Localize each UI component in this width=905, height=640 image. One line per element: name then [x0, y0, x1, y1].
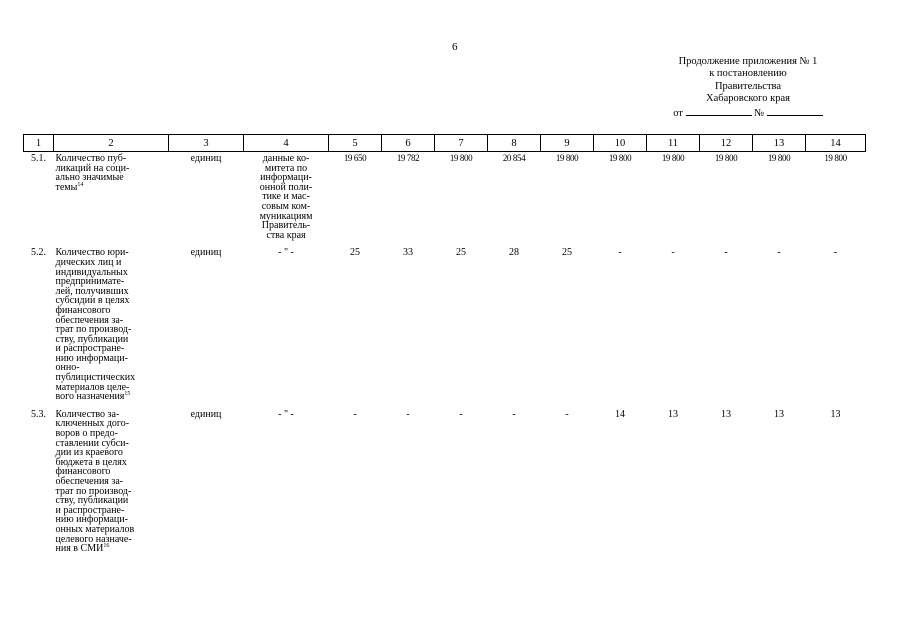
column-header: 14	[806, 135, 866, 152]
value-cell: -	[724, 247, 728, 259]
value-cell: 14	[615, 408, 625, 420]
value-cell: -	[406, 408, 410, 420]
appendix-line: к постановлению	[709, 68, 787, 80]
value-cell: 13	[668, 408, 678, 420]
footnote-ref: 16	[103, 543, 110, 550]
indicator-name: Количество за- ключенных дого- воров о предо- ставлении субси- дии из краевого бюджета в целях финансового обеспечения за- трат по производ- ству, публикации и распростране- нию информаци- онных материалов целевого назначе- ния в СМИ	[55, 408, 135, 555]
value-cell: -	[777, 247, 781, 259]
data-source: - " -	[278, 247, 294, 259]
indicator-name-cell	[54, 246, 169, 408]
column-header: 12	[700, 135, 753, 152]
column-header: 7	[435, 135, 488, 152]
value-cell: 33	[403, 247, 413, 259]
value-cell: 19 800	[449, 153, 473, 163]
date-prefix: от	[673, 107, 683, 119]
appendix-line: Продолжение приложения № 1	[678, 56, 818, 67]
appendix-date-line	[636, 106, 860, 120]
value-cell: 19 782	[396, 153, 420, 163]
value-cell: 19 800	[767, 153, 791, 163]
value-cell: -	[565, 408, 569, 420]
page-number: 6	[452, 41, 458, 53]
value-cell: 20 854	[502, 153, 526, 163]
value-cell: -	[833, 247, 838, 259]
value-cell: -	[618, 247, 622, 259]
number-sign: №	[754, 107, 765, 119]
value-cell: -	[512, 408, 516, 420]
table-row	[24, 246, 866, 408]
value-cell: 13	[721, 408, 731, 420]
value-cell: -	[671, 247, 675, 259]
column-header: 10	[594, 135, 647, 152]
value-cell: 13	[830, 408, 841, 420]
unit: единиц	[190, 408, 222, 420]
indicator-name: Количество юри- дических лиц и индивидуальных предпринимате- лей, получивших субсидии в целях финансового обеспечения за- трат по производ- ству, публикации и распростране- нию информаци- онно- публицистических материалов целе- вого назначения	[55, 247, 136, 403]
unit: единиц	[190, 153, 222, 164]
appendix-note	[636, 56, 860, 120]
column-header: 5	[329, 135, 382, 152]
table-row	[24, 152, 866, 247]
row-number: 5.1.	[31, 153, 46, 164]
column-header: 3	[169, 135, 244, 152]
value-cell: 25	[456, 247, 466, 259]
value-cell: 28	[509, 247, 519, 259]
value-cell: 19 800	[555, 153, 579, 163]
column-header: 1	[24, 135, 54, 152]
indicator-name-cell	[54, 152, 169, 247]
indicators-table	[23, 134, 866, 560]
column-header: 8	[488, 135, 541, 152]
unit: единиц	[190, 247, 222, 259]
footnote-ref: 15	[124, 391, 131, 398]
value-cell: 25	[350, 247, 360, 259]
value-cell: 19 800	[824, 153, 847, 163]
value-cell: 19 800	[608, 153, 632, 163]
column-number-row	[24, 135, 866, 152]
table-row	[24, 408, 866, 560]
value-cell: 19 800	[661, 153, 685, 163]
appendix-line: Правительства	[714, 80, 782, 92]
appendix-line: Хабаровского края	[706, 93, 790, 105]
row-number: 5.2.	[31, 247, 46, 259]
value-cell: -	[353, 408, 357, 420]
data-source: данные ко- митета по информаци- онной поли- тике и мас- совым ком- муникациям Правитель- ства края	[259, 153, 313, 241]
value-cell: -	[459, 408, 463, 420]
data-source: - " -	[278, 408, 294, 420]
footnote-ref: 14	[77, 181, 84, 188]
value-cell: 19 650	[343, 153, 367, 163]
column-header: 4	[244, 135, 329, 152]
column-header: 6	[382, 135, 435, 152]
value-cell: 19 800	[714, 153, 738, 163]
indicator-name: Количество пуб- ликаций на соци- ально значимые темы	[55, 153, 130, 193]
date-blank	[686, 106, 752, 116]
indicator-name-cell	[54, 408, 169, 560]
column-header: 13	[753, 135, 806, 152]
value-cell: 13	[774, 408, 784, 420]
column-header: 2	[54, 135, 169, 152]
row-number: 5.3.	[31, 408, 46, 420]
column-header: 9	[541, 135, 594, 152]
number-blank	[767, 106, 823, 116]
value-cell: 25	[562, 247, 572, 259]
column-header: 11	[647, 135, 700, 152]
